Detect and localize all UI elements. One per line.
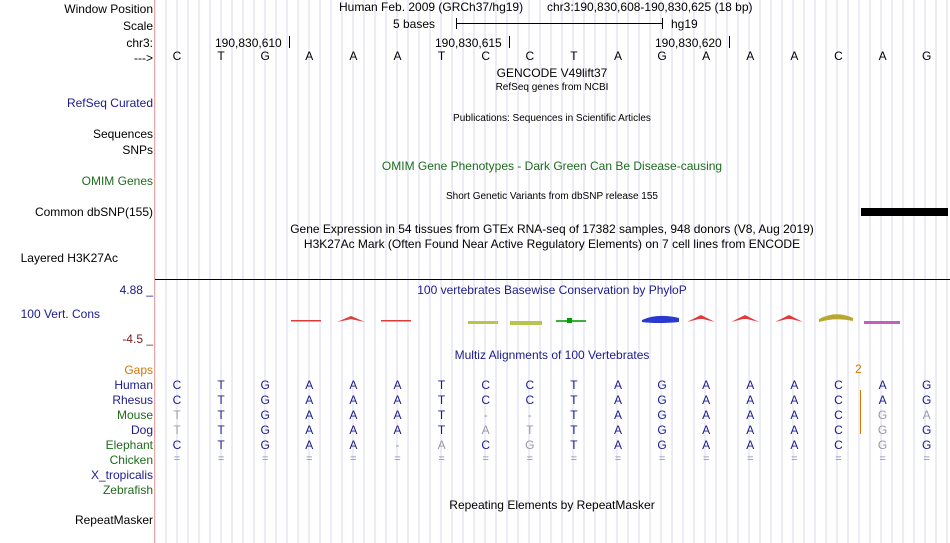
aligned-base: = [261,453,269,465]
cons-mark [468,321,498,324]
aligned-base: T [570,438,578,452]
aligned-base: C [834,423,843,437]
aligned-base: G [922,393,932,407]
aligned-base: G [260,408,270,422]
aligned-base: G [657,423,667,437]
aligned-base: A [702,378,711,392]
aligned-base: A [790,438,799,452]
aligned-base: A [437,438,446,452]
label-gaps[interactable]: Gaps [124,363,153,377]
aligned-base: = [879,453,886,465]
ref-base: G [260,49,270,63]
aligned-base: A [746,438,755,452]
aligned-base: C [172,393,182,407]
omim-desc: OMIM Gene Phenotypes - Dark Green Can Be Disease-causing [381,159,723,173]
aligned-base: A [305,378,314,392]
aligned-base: T [437,393,446,407]
aligned-base: G [877,408,888,422]
aligned-base: C [481,438,491,452]
scale-db: hg19 [671,17,698,31]
aligned-base: G [877,423,888,437]
ref-base: G [657,49,667,63]
aligned-base: A [349,378,358,392]
label-refseq[interactable]: RefSeq Curated [66,96,153,110]
aligned-base: A [702,393,711,407]
aligned-base: T [173,408,181,422]
aligned-base: A [790,408,799,422]
label-h3k27ac[interactable]: Layered H3K27Ac [20,251,118,265]
aligned-base: A [878,378,887,392]
cons-mark [864,321,900,324]
aligned-base: G [922,438,932,452]
aligned-base: A [922,408,931,422]
aligned-base: G [922,423,932,437]
aligned-base: C [481,378,491,392]
aligned-base: A [481,423,490,437]
ref-base: A [790,49,799,63]
aligned-base: A [746,408,755,422]
aligned-base: C [834,408,843,422]
ref-base: C [525,49,535,63]
aligned-base: T [437,378,446,392]
cons-mark [642,316,679,323]
label-dbsnp[interactable]: Common dbSNP(155) [34,205,153,219]
cons-mark [687,315,715,322]
phylop-desc: 100 vertebrates Basewise Conservation by PhyloP [417,283,687,297]
aligned-base: - [395,438,400,452]
cons-mark [291,320,321,322]
aligned-base: T [437,408,446,422]
aligned-base: T [570,378,578,392]
aligned-base: = [306,453,313,465]
coord-label-1: 190,830,610 [215,36,282,50]
label-separator [154,0,155,543]
scale-text: 5 bases [393,17,436,31]
dbsnp-desc: Short Genetic Variants from dbSNP release 155 [446,191,658,202]
cons-mark [819,314,853,322]
aligned-base: A [702,423,711,437]
gap-count: 2 [855,362,862,376]
aligned-base: = [173,453,181,465]
aligned-base: G [260,378,270,392]
aligned-base: A [613,423,622,437]
species-label[interactable]: Elephant [105,438,153,452]
aligned-base: A [393,393,402,407]
aligned-base: A [613,378,622,392]
species-label[interactable]: Zebrafish [102,483,153,497]
aligned-base: C [834,438,843,452]
aligned-base: A [393,423,402,437]
ref-base: T [570,49,578,63]
coord-tick-1 [289,36,290,48]
aligned-base: A [878,393,887,407]
aligned-base: G [657,438,667,452]
cons-mark [567,318,572,323]
ref-base: A [746,49,755,63]
aligned-base: T [570,423,578,437]
label-strand[interactable]: ---> [134,51,153,65]
ref-base: C [172,49,182,63]
aligned-base: A [746,378,755,392]
aligned-base: A [393,378,402,392]
scale-bar-end [662,18,663,29]
cons-max-label: 4.88 _ [119,283,153,297]
aligned-base: C [172,438,182,452]
aligned-base: C [834,378,843,392]
scale-bar [456,23,662,24]
aligned-base: = [394,453,401,465]
gtex-desc: Gene Expression in 54 tissues from GTEx RNA-seq of 17382 samples, 948 donors (V8, Aug 2019) [290,222,814,236]
label-cons[interactable]: 100 Vert. Cons [20,307,100,321]
ref-base: A [613,49,622,63]
aligned-base: G [260,393,270,407]
coord-label-2: 190,830,615 [435,36,502,50]
aligned-base: G [260,423,270,437]
cons-mark [381,320,411,322]
aligned-base: A [702,438,711,452]
aligned-base: T [217,408,225,422]
ref-base: T [437,49,446,63]
aligned-base: = [747,453,754,465]
species-label[interactable]: X_tropicalis [90,468,153,482]
aligned-base: - [483,408,488,422]
aligned-base: A [393,408,402,422]
aligned-base: A [613,393,622,407]
track-divider [155,279,950,280]
repeatmasker-desc: Repeating Elements by RepeatMasker [449,498,655,512]
aligned-base: T [570,408,578,422]
species-label[interactable]: Dog [130,423,153,437]
aligned-base: A [790,423,799,437]
position-title: chr3:190,830,608-190,830,625 (18 bp) [547,0,753,14]
ref-base: A [349,49,358,63]
aligned-base: A [746,393,755,407]
label-chrom: chr3: [126,36,153,50]
label-scale: Scale [122,19,153,33]
ref-base: A [702,49,711,63]
aligned-base: G [657,378,667,392]
aligned-base: G [922,378,932,392]
aligned-base: A [349,408,358,422]
aligned-base: = [658,453,666,465]
aligned-base: G [657,393,667,407]
label-repeatmasker[interactable]: RepeatMasker [74,513,153,527]
scale-bar-start [456,18,457,29]
gencode-track-title[interactable]: GENCODE V49lift37 [496,66,608,80]
refseq-desc: RefSeq genes from NCBI [495,82,609,93]
ref-base: C [481,49,491,63]
publications-desc: Publications: Sequences in Scientific Articles [453,113,651,124]
coord-label-3: 190,830,620 [655,36,722,50]
aligned-base: T [526,423,534,437]
aligned-base: = [702,453,710,465]
gap-marker [860,390,861,434]
aligned-base: G [260,438,270,452]
ref-base: A [878,49,887,63]
aligned-base: G [657,408,667,422]
species-label[interactable]: Mouse [116,408,153,422]
aligned-base: A [305,438,314,452]
aligned-base: A [790,393,799,407]
aligned-base: A [613,438,622,452]
aligned-base: A [613,408,622,422]
aligned-base: C [525,393,535,407]
aligned-base: T [173,423,181,437]
aligned-base: T [217,393,225,407]
aligned-base: C [481,393,491,407]
coord-tick-2 [509,36,510,48]
cons-mark [731,315,759,322]
conservation-logo [155,300,950,340]
ref-base: A [393,49,402,63]
cons-mark [337,316,365,322]
aligned-base: G [525,438,535,452]
aligned-base: = [570,453,578,465]
aligned-base: - [527,408,532,422]
aligned-base: A [305,408,314,422]
aligned-base: T [217,438,225,452]
aligned-base: G [877,438,888,452]
h3k27ac-desc: H3K27Ac Mark (Often Found Near Active Regulatory Elements) on 7 cell lines from ENCODE [303,237,801,251]
aligned-base: T [570,393,578,407]
cons-min-label: -4.5 _ [122,332,153,346]
aligned-base: A [746,423,755,437]
aligned-base: C [834,393,843,407]
multiz-desc: Multiz Alignments of 100 Vertebrates [454,348,650,362]
aligned-base: = [791,453,798,465]
label-snps[interactable]: SNPs [122,143,153,157]
aligned-base: A [790,378,799,392]
aligned-base: = [482,453,489,465]
dbsnp-feature[interactable] [861,208,948,216]
label-sequences[interactable]: Sequences [92,127,153,141]
aligned-base: = [217,453,225,465]
species-label[interactable]: Chicken [109,453,153,467]
ref-base: A [305,49,314,63]
cons-glyphs [291,314,900,325]
assembly-title: Human Feb. 2009 (GRCh37/hg19) [339,0,524,14]
aligned-base: A [702,408,711,422]
cons-mark [510,321,542,325]
aligned-base: T [217,378,225,392]
aligned-base: T [437,423,446,437]
aligned-base: C [525,378,535,392]
aligned-base: A [349,438,358,452]
label-omim[interactable]: OMIM Genes [81,174,153,188]
aligned-base: A [349,423,358,437]
coord-tick-3 [729,36,730,48]
aligned-base: A [305,393,314,407]
ref-base: C [834,49,843,63]
aligned-base: T [217,423,225,437]
aligned-base: = [438,453,445,465]
aligned-base: = [526,453,534,465]
ref-base: T [217,49,225,63]
ref-base: G [922,49,932,63]
cons-mark [775,315,803,322]
aligned-base: C [172,378,182,392]
aligned-base: = [614,453,622,465]
aligned-base: A [349,393,358,407]
aligned-base: = [350,453,357,465]
species-label[interactable]: Rhesus [112,393,153,407]
aligned-base: = [835,453,842,465]
aligned-base: A [305,423,314,437]
label-window-position: Window Position [64,2,153,16]
aligned-base: = [923,453,930,465]
species-label[interactable]: Human [114,378,153,392]
